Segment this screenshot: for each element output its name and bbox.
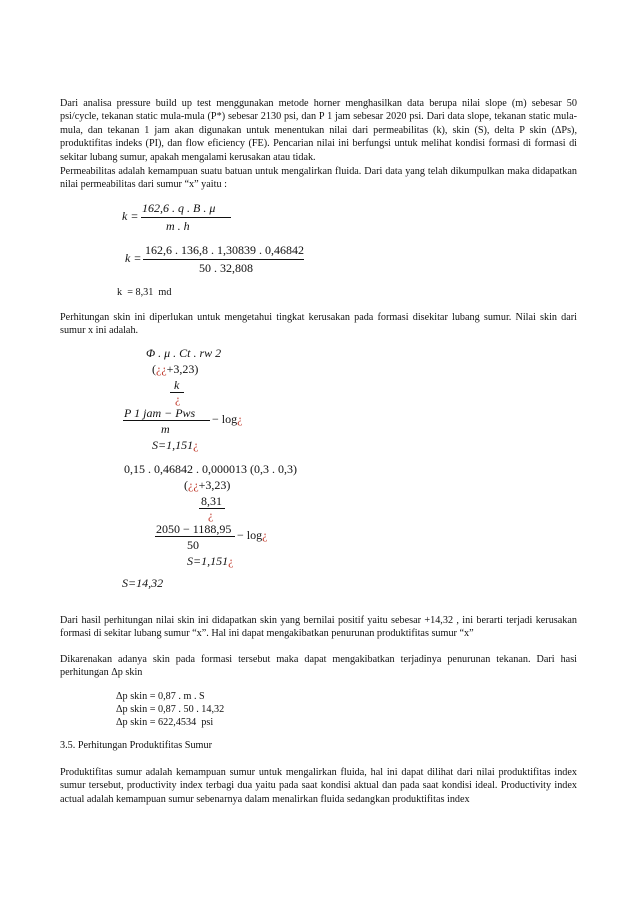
skin-formula-denominator: m: [161, 422, 170, 436]
delta-p-line-3: Δp skin = 622,4534 psi: [116, 717, 214, 728]
k-formula-numerator: 162,6 . q . B . μ: [142, 201, 216, 215]
skin-formula-log: − log¿: [212, 412, 243, 426]
skin-substitution-denominator: 50: [187, 538, 199, 552]
skin-substitution-line1: 0,15 . 0,46842 . 0,000013 (0,3 . 0,3): [124, 462, 297, 476]
skin-formula-line7: S=1,151¿: [152, 438, 199, 452]
paragraph-permeability-intro: Permeabilitas adalah kemampuan suatu batuan untuk mengalirkan fluida. Dari data yang telah dikumpulkan maka didapatkan nilai permeabilitas dari sumur “x” yaitu :: [60, 166, 577, 191]
paragraph-productivity: Produktifitas sumur adalah kemampuan sumur untuk mengalirkan fluida, hal ini dapat dilihat dari nilai produktifitas index sumur tersebut, productivity index terbagi dua yaitu pada saat kondisi aktual dan pada saat kondisi ideal. Productivity index actual adalah kemampuan sumur sebenarnya dalam menalirkan fluida sedangkan produktifitas index: [60, 767, 577, 805]
skin-formula-line4: ¿: [175, 392, 181, 406]
skin-substitution-line7: S=1,151¿: [187, 554, 234, 568]
skin-formula-fraction-bar: [123, 420, 210, 421]
skin-substitution-fraction-bar: [155, 536, 235, 537]
k-formula-fraction-bar: [141, 217, 231, 218]
skin-substitution-line2: (¿¿+3,23): [184, 478, 231, 492]
skin-substitution-log: − log¿: [237, 528, 268, 542]
skin-substitution-line3: 8,31: [201, 494, 222, 508]
paragraph-skin-intro: Perhitungan skin ini diperlukan untuk mengetahui tingkat kerusakan pada formasi disekitar lubang sumur. Nilai skin dari sumur x ini adalah.: [60, 312, 577, 337]
k-substitution-lhs: k =: [125, 251, 142, 265]
delta-p-line-1: Δp skin = 0,87 . m . S: [116, 691, 205, 702]
k-substitution-denominator: 50 . 32,808: [199, 261, 253, 275]
skin-formula-numerator: P 1 jam − Pws: [124, 406, 196, 420]
skin-substitution-numerator: 2050 − 1188,95: [156, 522, 232, 536]
paragraph-delta-p-intro: Dikarenakan adanya skin pada formasi tersebut maka dapat mengakibatkan terjadinya penurunan tekanan. Dari hasi perhitungan Δp skin: [60, 654, 577, 679]
skin-formula-line2: (¿¿+3,23): [152, 362, 199, 376]
skin-formula-line1: Φ . μ . Ct . rw 2: [146, 346, 222, 360]
section-heading: 3.5. Perhitungan Produktifitas Sumur: [60, 740, 212, 751]
k-substitution-fraction-bar: [143, 259, 304, 260]
k-substitution-numerator: 162,6 . 136,8 . 1,30839 . 0,46842: [145, 243, 304, 257]
skin-result: S=14,32: [122, 576, 164, 590]
k-formula-denominator: m . h: [166, 219, 190, 233]
permeability-result: k = 8,31 md: [117, 287, 172, 298]
k-formula-lhs: k =: [122, 209, 139, 223]
skin-substitution-line4: ¿: [208, 508, 214, 522]
paragraph-skin-conclusion: Dari hasil perhitungan nilai skin ini didapatkan skin yang bernilai positif yaitu sebesar +14,32 , ini berarti terjadi kerusakan formasi di sekitar lubang sumur “x”. Hal ini dapat mengakibatkan penurunan produktifitas sumur “x”: [60, 615, 577, 640]
paragraph-pressure-build-up: Dari analisa pressure build up test menggunakan metode horner menghasilkan data berupa nilai slope (m) sebesar 50 psi/cycle, tekanan static mula-mula (P*) sebesar 2130 psi, dan P 1 jam sebesar 2020 psi. Dari data slope, tekanan static mula-mula, dan tekanan 1 jam akan digunakan untuk menentukan nilai dari permeabilitas (k), skin (S), delta P skin (ΔPs), produktifitas indeks (PI), dan flow eficiency (FE). Pencarian nilai ini berfungsi untuk melihat kondisi formasi di formasi di sekitar lubang sumur, apakah mengalami kerusakan atau tidak.: [60, 98, 577, 163]
skin-formula-line3: k: [174, 378, 180, 392]
delta-p-line-2: Δp skin = 0,87 . 50 . 14,32: [116, 704, 225, 715]
